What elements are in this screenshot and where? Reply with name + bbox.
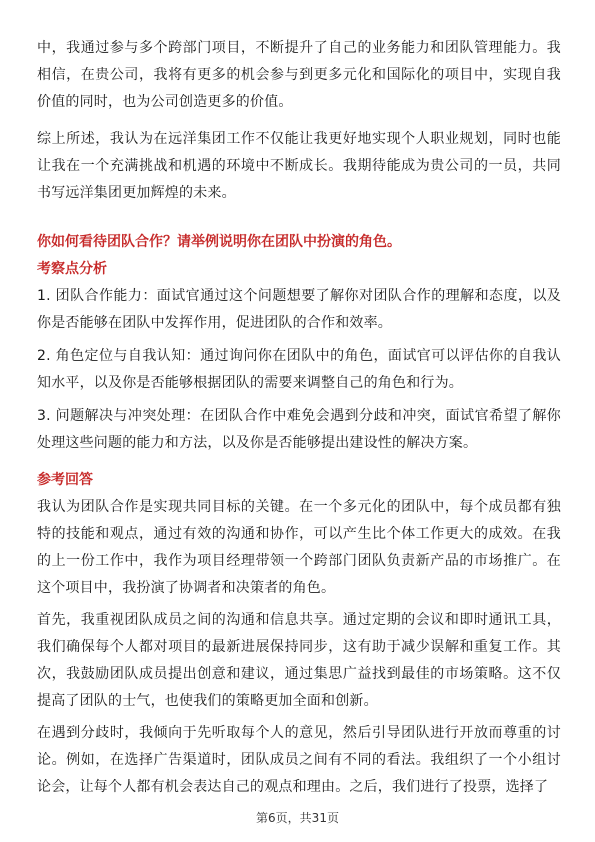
- interview-question: 你如何看待团队合作？请举例说明你在团队中扮演的角色。: [37, 234, 401, 250]
- analysis-section-title: 考察点分析: [37, 261, 107, 277]
- intro-paragraph-1: 中，我通过参与多个跨部门项目，不断提升了自己的业务能力和团队管理能力。我相信，在贵公司，我将有更多的机会参与到更多元化和国际化的项目中，实现自我价值的同时，也为公司创造更多的价值。: [37, 40, 561, 110]
- answer-paragraph-2: 首先，我重视团队成员之间的沟通和信息共享。通过定期的会议和即时通讯工具，我们确保每个人都对项目的最新进展保持同步，这有助于减少误解和重复工作。其次，我鼓励团队成员提出创意和建议，通过集思广益找到最佳的市场策略。这不仅提高了团队的士气，也使我们的策略更加全面和创新。: [37, 612, 561, 709]
- answer-body: [37, 494, 561, 801]
- analysis-item-3: 3. 问题解决与冲突处理：在团队合作中难免会遇到分歧和冲突，面试官希望了解你处理这些问题的能力和方法，以及你是否能够提出建设性的解决方案。: [37, 408, 561, 451]
- answer-paragraph-3: 在遇到分歧时，我倾向于先听取每个人的意见，然后引导团队进行开放而尊重的讨论。例如，在选择广告渠道时，团队成员之间有不同的看法。我组织了一个小组讨论会，让每个人都有机会表达自己的观点和理由。之后，我们进行了投票，选择了: [37, 725, 561, 795]
- intro-paragraph-2: 综上所述，我认为在远洋集团工作不仅能让我更好地实现个人职业规划，同时也能让我在一个充满挑战和机遇的环境中不断成长。我期待能成为贵公司的一员，共同书写远洋集团更加辉煌的未来。: [37, 131, 561, 201]
- answer-section-title: 参考回答: [37, 472, 93, 488]
- document-page: [37, 0, 561, 801]
- answer-paragraph-1: 我认为团队合作是实现共同目标的关键。在一个多元化的团队中，每个成员都有独特的技能和观点，通过有效的沟通和协作，可以产生比个体工作更大的成效。在我的上一份工作中，我作为项目经理带领一个跨部门团队负责新产品的市场推广。在这个项目中，我扮演了协调者和决策者的角色。: [37, 499, 561, 596]
- analysis-item-1: 1. 团队合作能力：面试官通过这个问题想要了解你对团队合作的理解和态度，以及你是否能够在团队中发挥作用，促进团队的合作和效率。: [37, 288, 561, 331]
- analysis-list: [37, 283, 561, 457]
- analysis-item-2: 2. 角色定位与自我认知：通过询问你在团队中的角色，面试官可以评估你的自我认知水平，以及你是否能够根据团队的需要来调整自己的角色和行为。: [37, 348, 561, 391]
- page-number-footer: 第6页，共31页: [256, 811, 339, 825]
